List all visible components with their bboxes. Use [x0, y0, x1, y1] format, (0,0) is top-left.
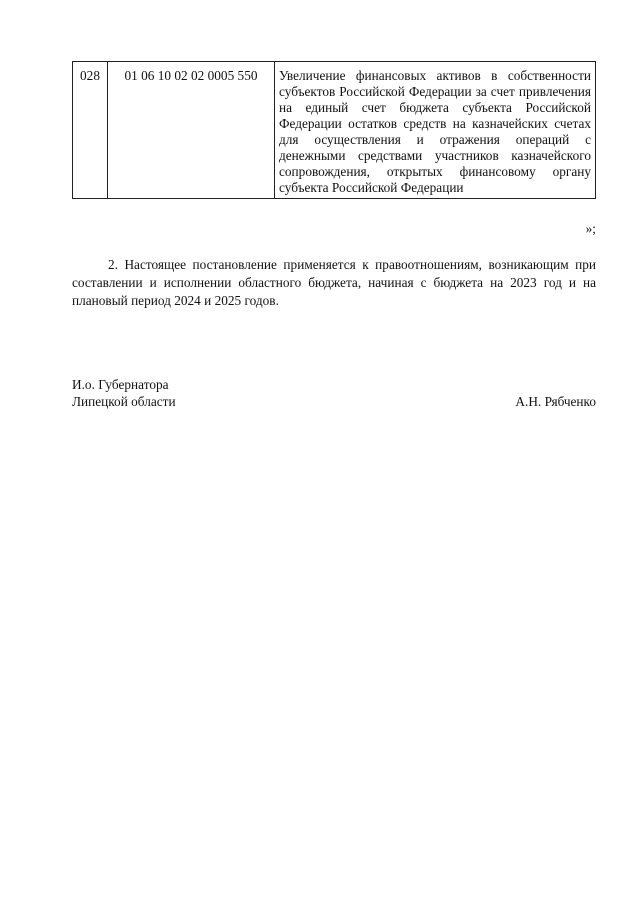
paragraph-2: 2. Настоящее постановление применяется к правоотношениям, возникающим при составлении и исполнении областного бюджета, начиная с бюджета на 2023 год и на плановый период 2024 и 2025 годов. — [72, 257, 596, 308]
signatory-name: А.Н. Рябченко — [515, 394, 596, 409]
signatory-position-line1: И.о. Губернатора — [72, 377, 169, 392]
admin-code-cell: 028 — [73, 62, 108, 199]
budget-code-cell: 01 06 10 02 02 0005 550 — [108, 62, 275, 199]
code-name-cell: Увеличение финансовых активов в собственности субъектов Российской Федерации за счет привлечения на единый счет бюджета субъекта Российской Федерации остатков средств на казначейских счетах для осуществления и отражения операций с денежными средствами участников казначейского сопровождения, открытых финансовому органу субъекта Российской Федерации — [275, 62, 596, 199]
table-row — [73, 62, 596, 199]
closing-quote: »; — [585, 221, 596, 236]
signature-block — [72, 376, 596, 410]
budget-codes-table — [72, 61, 596, 199]
signatory-position-line2: Липецкой области — [72, 394, 176, 409]
